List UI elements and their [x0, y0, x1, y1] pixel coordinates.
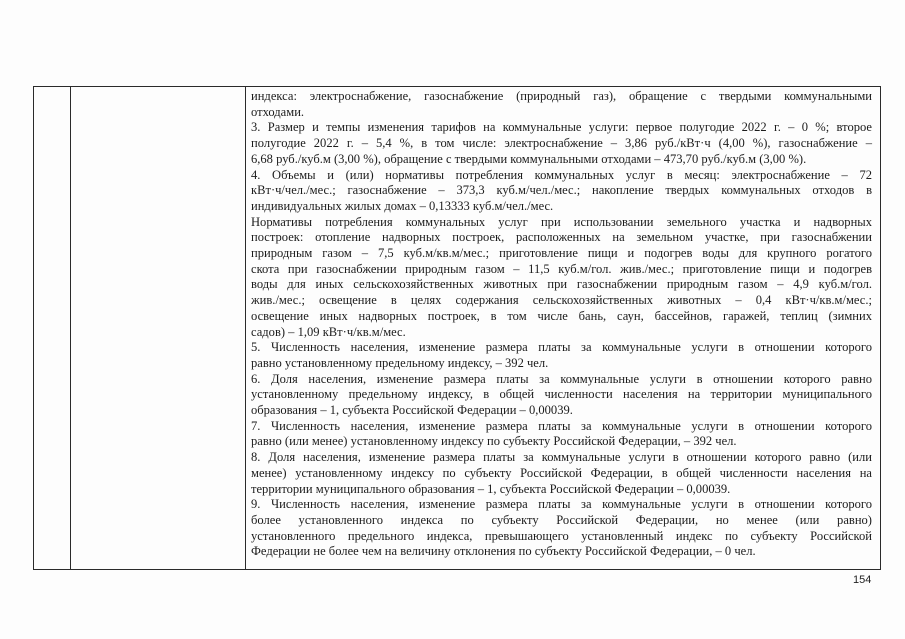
text-line: более установленного индекса по субъекту Российской Федерации, но менее (или равно) [251, 512, 872, 527]
text-line: Федерации не более чем на величину отклонения по субъекту Российской Федерации, – 0 чел. [251, 544, 756, 559]
table-column-divider-1 [70, 87, 71, 569]
text-line: 9. Численность населения, изменение размера платы за коммунальные услуги в отношении которого [251, 497, 872, 512]
table-cell-text [251, 89, 872, 560]
table-column-divider-2 [245, 87, 246, 569]
text-line: скота при газоснабжении природным газом – 11,5 куб.м/гол. жив./мес.; приготовление пищи и подогрев [251, 261, 872, 276]
text-line: кВт·ч/чел./мес.; газоснабжение – 373,3 куб.м/чел./мес.; накопление твердых коммунальных отходов в [251, 183, 872, 198]
text-line: отходами. [251, 104, 305, 119]
text-line: 7. Численность населения, изменение размера платы за коммунальные услуги в отношении которого [251, 418, 872, 433]
text-line: индивидуальных жилых домах – 0,13333 куб.м/чел./мес. [251, 198, 554, 213]
text-line: полугодие 2022 г. – 5,4 %, в том числе: электроснабжение – 3,86 руб./кВт·ч (4,00 %), газоснабжение – [251, 136, 872, 151]
text-line: равно установленному предельному индексу, – 392 чел. [251, 355, 549, 370]
text-line: воды для иных сельскохозяйственных животных при газоснабжении природным газом – 4,9 куб.м/гол. [251, 277, 872, 292]
page-number: 154 [853, 574, 872, 586]
text-line: менее) установленному индексу по субъекту Российской Федерации, в общей численности населения на [251, 465, 872, 480]
text-line: 8. Доля населения, изменение размера платы за коммунальные услуги в отношении которого равно (или [251, 450, 872, 465]
text-line: 6. Доля населения, изменение размера платы за коммунальные услуги в отношении которого равно [251, 371, 872, 386]
text-line: 3. Размер и темпы изменения тарифов на коммунальные услуги: первое полугодие 2022 г. – 0 %; второе [251, 120, 872, 135]
text-line: территории муниципального образования – 1, субъекта Российской Федерации – 0,00039. [251, 481, 731, 496]
text-line: садов) – 1,09 кВт·ч/кв.м/мес. [251, 324, 406, 339]
text-line: установленному предельному индексу, в общей численности населения на территории муниципального [251, 387, 872, 402]
text-line: жив./мес.; освещение в целях содержания сельскохозяйственных животных – 0,4 кВт·ч/кв.м/мес.; [251, 293, 872, 308]
text-line: природным газом – 7,5 куб.м/кв.м/мес.; приготовление пищи и подогрев воды для крупного рогатого [251, 246, 872, 261]
text-line: установленного предельного индекса, превышающего установленный индекс по субъекту Российской [251, 528, 872, 543]
text-line: образования – 1, субъекта Российской Федерации – 0,00039. [251, 403, 573, 418]
text-line: индекса: электроснабжение, газоснабжение (природный газ), обращение с твердыми коммунальными [251, 89, 872, 103]
table [33, 86, 881, 570]
text-line: равно (или менее) установленному индексу по субъекту Российской Федерации, – 392 чел. [251, 434, 737, 449]
text-line: 6,68 руб./куб.м (3,00 %), обращение с твердыми коммунальными отходами – 473,70 руб./куб.м (3,00 %). [251, 151, 807, 166]
text-line: освещение иных надворных построек, в том числе бань, саун, бассейнов, гаражей, теплиц (зимних [251, 308, 872, 323]
text-line: Нормативы потребления коммунальных услуг при использовании земельного участка и надворных [251, 214, 872, 229]
text-line: 4. Объемы и (или) нормативы потребления коммунальных услуг в месяц: электроснабжение – 72 [251, 167, 872, 182]
text-line: 5. Численность населения, изменение размера платы за коммунальные услуги в отношении которого [251, 340, 872, 355]
text-line: построек: отопление надворных построек, расположенных на земельном участке, при газоснабжении [251, 230, 872, 245]
